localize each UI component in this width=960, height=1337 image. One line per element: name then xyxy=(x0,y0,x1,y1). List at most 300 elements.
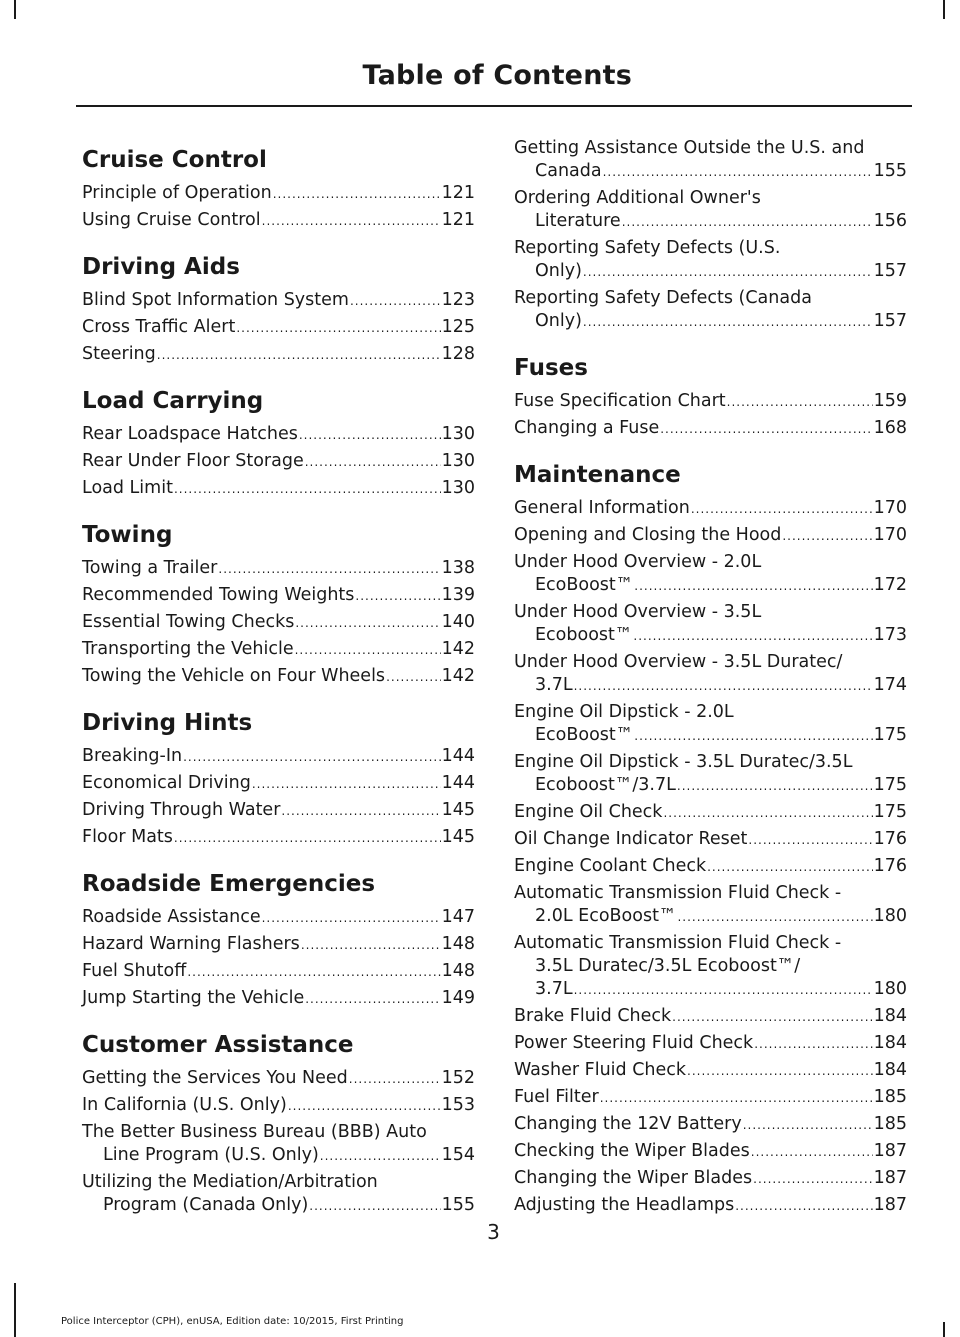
leader-dots xyxy=(660,418,872,441)
leader-dots xyxy=(183,746,441,769)
toc-entry-text: Towing the Vehicle on Four Wheels xyxy=(82,666,386,686)
toc-page-number: 155 xyxy=(441,1195,475,1215)
toc-entry[interactable] xyxy=(82,638,475,662)
toc-page-number: 176 xyxy=(873,856,907,876)
toc-entry-text: EcoBoost™ xyxy=(535,575,634,595)
toc-page-number: 168 xyxy=(873,418,907,438)
toc-page-number: 157 xyxy=(873,311,907,331)
leader-dots xyxy=(355,585,440,608)
toc-column-left xyxy=(82,138,475,1221)
toc-entry-line xyxy=(82,1094,475,1118)
toc-page-number: 130 xyxy=(441,424,475,444)
toc-entry-line xyxy=(514,1005,907,1029)
toc-entry-line xyxy=(514,855,907,879)
toc-entry-text: Blind Spot Information System xyxy=(82,290,349,310)
leader-dots xyxy=(782,525,872,548)
toc-entry-line xyxy=(514,955,907,978)
toc-entry-line xyxy=(514,310,907,334)
leader-dots xyxy=(350,290,441,313)
toc-page-number: 157 xyxy=(873,261,907,281)
toc-entry-text: 2.0L EcoBoost™ xyxy=(535,906,677,926)
leader-dots xyxy=(218,558,440,581)
toc-entry-line xyxy=(82,826,475,850)
toc-entry-text: Principle of Operation xyxy=(82,183,272,203)
toc-entry-line xyxy=(514,674,907,698)
toc-entry-line xyxy=(82,638,475,662)
toc-entry[interactable] xyxy=(514,390,907,414)
leader-dots xyxy=(634,575,872,598)
leader-dots xyxy=(305,988,440,1011)
toc-entry-line xyxy=(514,932,907,955)
toc-entry-line xyxy=(82,1171,475,1194)
toc-entry-line xyxy=(82,423,475,447)
crop-mark-top-right xyxy=(943,0,945,19)
toc-entry-line xyxy=(514,701,907,724)
toc-entry[interactable] xyxy=(82,826,475,850)
toc-entry-line xyxy=(514,1086,907,1110)
leader-dots xyxy=(236,317,440,340)
toc-entry-text: Breaking-In xyxy=(82,746,183,766)
toc-page-number: 145 xyxy=(441,827,475,847)
section-title: Load Carrying xyxy=(82,388,264,414)
toc-entry-line xyxy=(514,724,907,748)
toc-entry-text: Literature xyxy=(535,211,621,231)
toc-entry-text: Line Program (U.S. Only) xyxy=(103,1145,319,1165)
toc-page-number: 156 xyxy=(873,211,907,231)
leader-dots xyxy=(727,391,873,414)
toc-entry-line xyxy=(514,237,907,260)
toc-entry[interactable] xyxy=(82,182,475,206)
toc-page-number: 153 xyxy=(441,1095,475,1115)
toc-page-number: 148 xyxy=(441,934,475,954)
toc-page-number: 121 xyxy=(441,210,475,230)
toc-entry-line xyxy=(82,745,475,769)
toc-entry-line xyxy=(82,209,475,233)
leader-dots xyxy=(600,1087,873,1110)
section-title: Maintenance xyxy=(514,462,681,488)
toc-section xyxy=(82,513,475,689)
toc-page-number: 174 xyxy=(873,675,907,695)
toc-entry-text: Under Hood Overview - 3.5L xyxy=(514,602,762,622)
toc-entry[interactable] xyxy=(514,701,907,748)
leader-dots xyxy=(754,1033,872,1056)
toc-entry-text: Power Steering Fluid Check xyxy=(514,1033,754,1053)
toc-page-number: 140 xyxy=(441,612,475,632)
toc-entry[interactable] xyxy=(514,1140,907,1164)
toc-page-number: 184 xyxy=(873,1033,907,1053)
toc-entry[interactable] xyxy=(82,316,475,340)
leader-dots xyxy=(295,639,441,662)
toc-entry[interactable] xyxy=(514,187,907,234)
leader-dots xyxy=(735,1195,872,1218)
toc-entry-line xyxy=(514,417,907,441)
toc-page-number: 176 xyxy=(873,829,907,849)
toc-entry-line xyxy=(514,574,907,598)
toc-entry-line xyxy=(514,1167,907,1191)
toc-entry-line xyxy=(514,1113,907,1137)
toc-entry-text: Load Limit xyxy=(82,478,173,498)
toc-entry[interactable] xyxy=(514,1059,907,1083)
header-rule xyxy=(76,105,912,107)
leader-dots xyxy=(672,1006,872,1029)
toc-page-number: 130 xyxy=(441,478,475,498)
leader-dots xyxy=(663,802,872,825)
toc-page-number: 185 xyxy=(873,1114,907,1134)
toc-page-number: 121 xyxy=(441,183,475,203)
toc-entry[interactable] xyxy=(514,1167,907,1191)
toc-entry-text: Checking the Wiper Blades xyxy=(514,1141,750,1161)
toc-entry[interactable] xyxy=(514,1032,907,1056)
toc-entry-text: Adjusting the Headlamps xyxy=(514,1195,735,1215)
toc-page-number: 159 xyxy=(873,391,907,411)
toc-entry[interactable] xyxy=(514,1086,907,1110)
toc-entry[interactable] xyxy=(514,287,907,334)
toc-entry-text: Program (Canada Only) xyxy=(103,1195,309,1215)
toc-entry[interactable] xyxy=(514,1194,907,1218)
toc-entry-line xyxy=(514,524,907,548)
toc-page-number: 170 xyxy=(873,525,907,545)
leader-dots xyxy=(583,261,873,284)
leader-dots xyxy=(743,1114,873,1137)
toc-entry[interactable] xyxy=(82,1171,475,1218)
toc-entry[interactable] xyxy=(514,237,907,284)
toc-entry-text: Hazard Warning Flashers xyxy=(82,934,300,954)
leader-dots xyxy=(262,907,441,930)
toc-entry-text: Engine Oil Dipstick - 2.0L xyxy=(514,702,734,722)
toc-entry-line xyxy=(514,390,907,414)
toc-entry-text: Transporting the Vehicle xyxy=(82,639,294,659)
toc-entry-text: Automatic Transmission Fluid Check - xyxy=(514,883,842,903)
toc-entry[interactable] xyxy=(514,855,907,879)
toc-entry[interactable] xyxy=(514,137,907,184)
toc-entry-text: 3.7L xyxy=(535,675,573,695)
toc-entry-text: Recommended Towing Weights xyxy=(82,585,355,605)
toc-entry-text: Engine Oil Dipstick - 3.5L Duratec/3.5L xyxy=(514,752,853,772)
toc-entry-line xyxy=(82,477,475,501)
toc-entry-text: In California (U.S. Only) xyxy=(82,1095,287,1115)
toc-entry-line xyxy=(514,978,907,1002)
toc-entry-text: Ecoboost™ xyxy=(535,625,633,645)
leader-dots xyxy=(633,625,872,648)
toc-entry-text: Floor Mats xyxy=(82,827,173,847)
toc-entry-text: Cross Traffic Alert xyxy=(82,317,236,337)
toc-entry-line xyxy=(514,187,907,210)
toc-entry[interactable] xyxy=(82,665,475,689)
toc-entry-line xyxy=(514,751,907,774)
toc-entry-line xyxy=(514,260,907,284)
toc-entry-text: Washer Fluid Check xyxy=(514,1060,687,1080)
toc-entry[interactable] xyxy=(82,745,475,769)
leader-dots xyxy=(288,1095,441,1118)
leader-dots xyxy=(751,1141,873,1164)
toc-entry[interactable] xyxy=(514,1113,907,1137)
toc-entry[interactable] xyxy=(82,772,475,796)
leader-dots xyxy=(295,612,440,635)
toc-section xyxy=(82,138,475,233)
toc-page-number: 142 xyxy=(441,639,475,659)
toc-entry-line xyxy=(514,287,907,310)
leader-dots xyxy=(687,1060,873,1083)
toc-entry[interactable] xyxy=(514,801,907,825)
toc-entry[interactable] xyxy=(514,651,907,698)
leader-dots xyxy=(187,961,440,984)
toc-page-number: 149 xyxy=(441,988,475,1008)
toc-entry[interactable] xyxy=(514,524,907,548)
leader-dots xyxy=(691,498,873,521)
toc-entry-text: Changing the 12V Battery xyxy=(514,1114,742,1134)
toc-entry-line xyxy=(82,933,475,957)
toc-entry-text: Automatic Transmission Fluid Check - xyxy=(514,933,842,953)
leader-dots xyxy=(753,1168,872,1191)
toc-page-number: 144 xyxy=(441,773,475,793)
leader-dots xyxy=(677,906,872,929)
toc-page-number: 152 xyxy=(441,1068,475,1088)
toc-section xyxy=(514,346,907,441)
toc-page-number: 123 xyxy=(441,290,475,310)
toc-entry[interactable] xyxy=(514,417,907,441)
toc-page-number: 139 xyxy=(441,585,475,605)
toc-entry-line xyxy=(82,289,475,313)
crop-mark-bottom-left xyxy=(14,1283,16,1337)
toc-entry-text: Steering xyxy=(82,344,156,364)
toc-entry-text: Essential Towing Checks xyxy=(82,612,295,632)
leader-dots xyxy=(299,424,441,447)
toc-entry[interactable] xyxy=(82,423,475,447)
leader-dots xyxy=(574,979,873,1002)
toc-entry-text: Changing the Wiper Blades xyxy=(514,1168,753,1188)
section-title: Roadside Emergencies xyxy=(82,871,376,897)
toc-entry-text: 3.7L xyxy=(535,979,573,999)
toc-entry-line xyxy=(82,1144,475,1168)
toc-section xyxy=(82,379,475,501)
toc-entry-text: Fuel Filter xyxy=(514,1087,599,1107)
toc-entry[interactable] xyxy=(82,584,475,608)
leader-dots xyxy=(583,311,873,334)
toc-page-number: 184 xyxy=(873,1006,907,1026)
toc-entry-line xyxy=(82,960,475,984)
toc-entry-line xyxy=(82,906,475,930)
section-title: Towing xyxy=(82,522,173,548)
toc-page-number: 130 xyxy=(441,451,475,471)
toc-entry-line xyxy=(514,624,907,648)
toc-entry-line xyxy=(514,551,907,574)
toc-entry-line xyxy=(82,343,475,367)
toc-page-number: 144 xyxy=(441,746,475,766)
toc-entry-text: Fuel Shutoff xyxy=(82,961,187,981)
toc-entry-line xyxy=(514,905,907,929)
toc-page-number: 154 xyxy=(441,1145,475,1165)
toc-entry-line xyxy=(514,828,907,852)
toc-page-number: 128 xyxy=(441,344,475,364)
toc-entry-line xyxy=(514,1032,907,1056)
toc-entry-line xyxy=(514,774,907,798)
toc-entry-line xyxy=(514,601,907,624)
toc-entry[interactable] xyxy=(82,343,475,367)
toc-entry[interactable] xyxy=(82,611,475,635)
toc-entry-line xyxy=(514,210,907,234)
toc-entry-line xyxy=(82,1067,475,1091)
toc-entry[interactable] xyxy=(514,828,907,852)
leader-dots xyxy=(677,775,873,798)
toc-entry[interactable] xyxy=(82,477,475,501)
toc-entry-text: Brake Fluid Check xyxy=(514,1006,672,1026)
toc-page-number: 125 xyxy=(441,317,475,337)
toc-entry-line xyxy=(82,182,475,206)
toc-entry-text: Engine Coolant Check xyxy=(514,856,707,876)
toc-entry-line xyxy=(82,584,475,608)
toc-entry-text: Only) xyxy=(535,261,582,281)
toc-entry[interactable] xyxy=(514,1005,907,1029)
toc-entry[interactable] xyxy=(514,551,907,598)
leader-dots xyxy=(603,161,873,184)
toc-entry-text: Changing a Fuse xyxy=(514,418,660,438)
toc-entry-line xyxy=(514,651,907,674)
toc-entry-text: Opening and Closing the Hood xyxy=(514,525,782,545)
leader-dots xyxy=(707,856,872,879)
toc-entry[interactable] xyxy=(82,906,475,930)
toc-entry-text: Engine Oil Check xyxy=(514,802,663,822)
leader-dots xyxy=(301,934,441,957)
toc-page-number: 155 xyxy=(873,161,907,181)
toc-entry-text: Ordering Additional Owner's xyxy=(514,188,761,208)
toc-entry-text: Economical Driving xyxy=(82,773,251,793)
toc-entry-text: Reporting Safety Defects (U.S. xyxy=(514,238,781,258)
section-title: Driving Aids xyxy=(82,254,240,280)
toc-page-number: 142 xyxy=(441,666,475,686)
toc-entry-text: Only) xyxy=(535,311,582,331)
leader-dots xyxy=(281,800,440,823)
toc-page-number: 172 xyxy=(873,575,907,595)
toc-page-number: 185 xyxy=(873,1087,907,1107)
toc-entry-line xyxy=(82,799,475,823)
toc-entry-line xyxy=(82,316,475,340)
toc-page-number: 175 xyxy=(873,725,907,745)
toc-entry-line xyxy=(82,987,475,1011)
toc-page-number: 175 xyxy=(873,802,907,822)
toc-entry[interactable] xyxy=(82,960,475,984)
toc-entry-text: Jump Starting the Vehicle xyxy=(82,988,305,1008)
toc-entry[interactable] xyxy=(82,933,475,957)
toc-entry-text: Roadside Assistance xyxy=(82,907,261,927)
toc-entry-text: Under Hood Overview - 2.0L xyxy=(514,552,762,572)
section-title: Fuses xyxy=(514,355,588,381)
page-title: Table of Contents xyxy=(362,60,632,91)
toc-section xyxy=(514,453,907,1218)
toc-entry-text: Getting Assistance Outside the U.S. and xyxy=(514,138,865,158)
leader-dots xyxy=(174,478,441,501)
toc-entry-line xyxy=(82,1194,475,1218)
toc-entry[interactable] xyxy=(82,209,475,233)
toc-page-number: 180 xyxy=(873,906,907,926)
toc-page-number: 148 xyxy=(441,961,475,981)
section-title: Cruise Control xyxy=(82,147,267,173)
toc-entry-line xyxy=(82,1121,475,1144)
toc-page-number: 147 xyxy=(441,907,475,927)
toc-entry-text: Under Hood Overview - 3.5L Duratec/ xyxy=(514,652,843,672)
toc-page-number: 173 xyxy=(873,625,907,645)
toc-entry-line xyxy=(514,801,907,825)
toc-entry-line xyxy=(514,882,907,905)
toc-entry[interactable] xyxy=(82,450,475,474)
toc-column-right xyxy=(514,137,907,1221)
toc-entry[interactable] xyxy=(514,932,907,1002)
toc-entry[interactable] xyxy=(82,1094,475,1118)
leader-dots xyxy=(174,827,441,850)
toc-page-number: 187 xyxy=(873,1195,907,1215)
toc-entry-text: Utilizing the Mediation/Arbitration xyxy=(82,1172,378,1192)
toc-entry-line xyxy=(82,772,475,796)
toc-entry[interactable] xyxy=(514,882,907,929)
toc-entry-line xyxy=(82,557,475,581)
leader-dots xyxy=(320,1145,441,1168)
leader-dots xyxy=(157,344,441,367)
toc-entry[interactable] xyxy=(82,1121,475,1168)
leader-dots xyxy=(273,183,441,206)
toc-section xyxy=(82,1023,475,1218)
toc-entry[interactable] xyxy=(82,1067,475,1091)
footer-edition-info: Police Interceptor (CPH), enUSA, Edition date: 10/2015, First Printing xyxy=(61,1316,404,1327)
leader-dots xyxy=(349,1068,441,1091)
toc-entry[interactable] xyxy=(514,497,907,521)
crop-mark-top-left xyxy=(14,0,16,19)
toc-page-number: 187 xyxy=(873,1168,907,1188)
toc-entry-line xyxy=(82,665,475,689)
toc-entry-text: Canada xyxy=(535,161,602,181)
leader-dots xyxy=(748,829,872,852)
toc-entry-line xyxy=(514,497,907,521)
toc-entry[interactable] xyxy=(82,799,475,823)
toc-entry-text: Towing a Trailer xyxy=(82,558,218,578)
leader-dots xyxy=(634,725,872,748)
toc-entry-line xyxy=(514,1140,907,1164)
toc-section xyxy=(514,137,907,334)
toc-section xyxy=(82,862,475,1011)
toc-entry-line xyxy=(514,160,907,184)
leader-dots xyxy=(262,210,441,233)
toc-entry[interactable] xyxy=(82,987,475,1011)
toc-entry-line xyxy=(82,611,475,635)
toc-page-number: 175 xyxy=(873,775,907,795)
toc-entry-text: The Better Business Bureau (BBB) Auto xyxy=(82,1122,427,1142)
crop-mark-bottom-right xyxy=(943,1322,945,1337)
toc-entry-line xyxy=(514,1059,907,1083)
toc-entry-text: Rear Loadspace Hatches xyxy=(82,424,298,444)
toc-entry-text: 3.5L Duratec/3.5L Ecoboost™/ xyxy=(535,956,801,976)
toc-entry-text: Fuse Specification Chart xyxy=(514,391,726,411)
leader-dots xyxy=(305,451,441,474)
leader-dots xyxy=(252,773,441,796)
toc-entry[interactable] xyxy=(514,751,907,798)
toc-entry[interactable] xyxy=(82,289,475,313)
toc-entry-text: Using Cruise Control xyxy=(82,210,261,230)
section-title: Customer Assistance xyxy=(82,1032,354,1058)
toc-entry-text: General Information xyxy=(514,498,690,518)
toc-entry[interactable] xyxy=(82,557,475,581)
leader-dots xyxy=(386,666,441,689)
leader-dots xyxy=(309,1195,440,1218)
toc-page-number: 184 xyxy=(873,1060,907,1080)
toc-entry-text: Ecoboost™/3.7L xyxy=(535,775,676,795)
toc-page-number: 138 xyxy=(441,558,475,578)
toc-section xyxy=(82,701,475,850)
toc-entry-line xyxy=(514,1194,907,1218)
toc-entry-text: Oil Change Indicator Reset xyxy=(514,829,748,849)
toc-entry-text: Getting the Services You Need xyxy=(82,1068,348,1088)
page-number: 3 xyxy=(487,1220,500,1244)
toc-entry-text: Reporting Safety Defects (Canada xyxy=(514,288,812,308)
toc-entry[interactable] xyxy=(514,601,907,648)
toc-page-number: 187 xyxy=(873,1141,907,1161)
